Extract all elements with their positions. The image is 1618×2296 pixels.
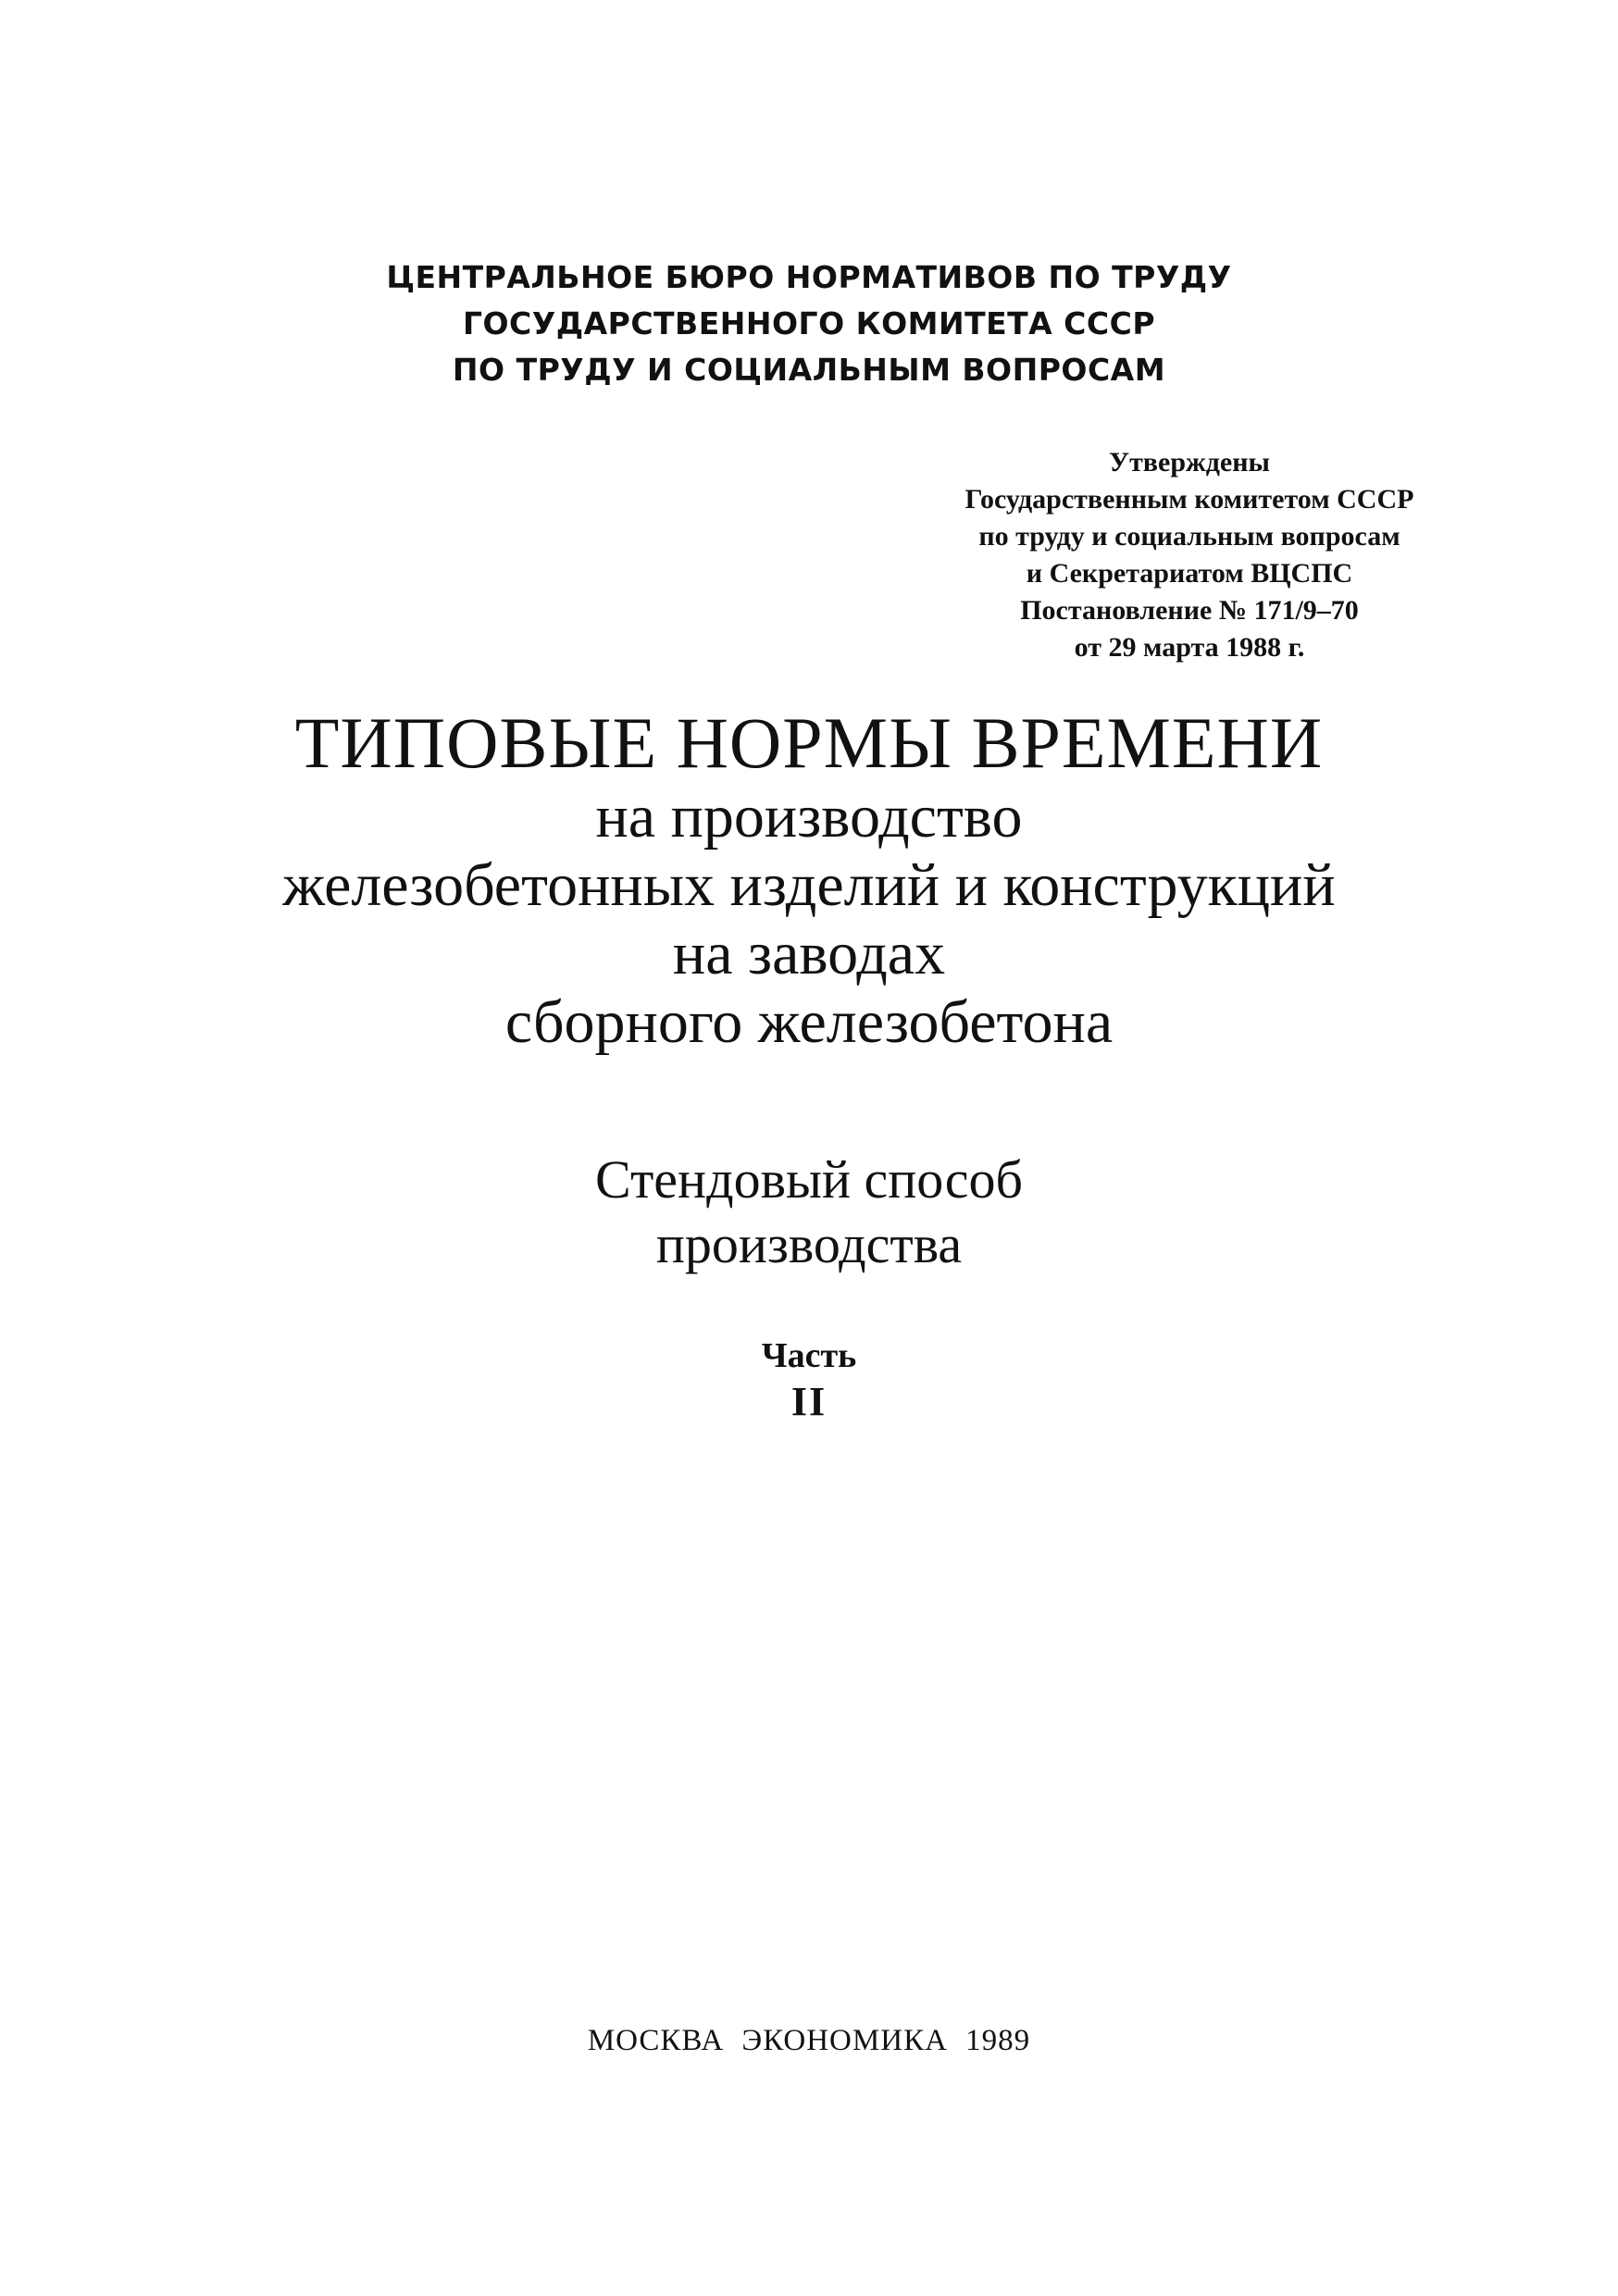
part-number: II	[790, 1379, 828, 1424]
approval-line-5: Постановление № 171/9–70	[1020, 595, 1359, 626]
approval-line-2: Государственным комитетом СССР	[965, 484, 1414, 515]
method-line-1: Стендовый способ	[595, 1149, 1023, 1210]
part-label: Часть	[761, 1336, 857, 1375]
title-subline-3: на заводах	[672, 920, 946, 987]
issuing-organization	[0, 254, 1618, 393]
approval-line-6: от 29 марта 1988 г.	[1074, 632, 1305, 663]
approval-line-4: и Секретариатом ВЦСПС	[1026, 558, 1353, 589]
title-subline-2: железобетонных изделий и конструкций	[282, 851, 1336, 919]
organization-line-3: ПО ТРУДУ И СОЦИАЛЬНЫМ ВОПРОСАМ	[452, 352, 1166, 388]
title-subline-1: на производство	[595, 783, 1023, 850]
document-title	[0, 703, 1618, 1057]
approval-line-1: Утверждены	[1109, 447, 1270, 478]
title-subline-4: сборного железобетона	[504, 988, 1114, 1056]
part-designation	[0, 1333, 1618, 1425]
organization-line-2: ГОСУДАРСТВЕННОГО КОМИТЕТА СССР	[462, 305, 1156, 341]
approval-line-3: по труду и социальным вопросам	[978, 521, 1400, 552]
title-main: ТИПОВЫЕ НОРМЫ ВРЕМЕНИ	[294, 702, 1324, 783]
production-method	[0, 1148, 1618, 1277]
organization-line-1: ЦЕНТРАЛЬНОЕ БЮРО НОРМАТИВОВ ПО ТРУДУ	[386, 259, 1232, 295]
approval-block	[902, 444, 1476, 666]
method-line-2: производства	[655, 1214, 963, 1274]
publisher-imprint: МОСКВА ЭКОНОМИКА 1989	[587, 2024, 1031, 2057]
